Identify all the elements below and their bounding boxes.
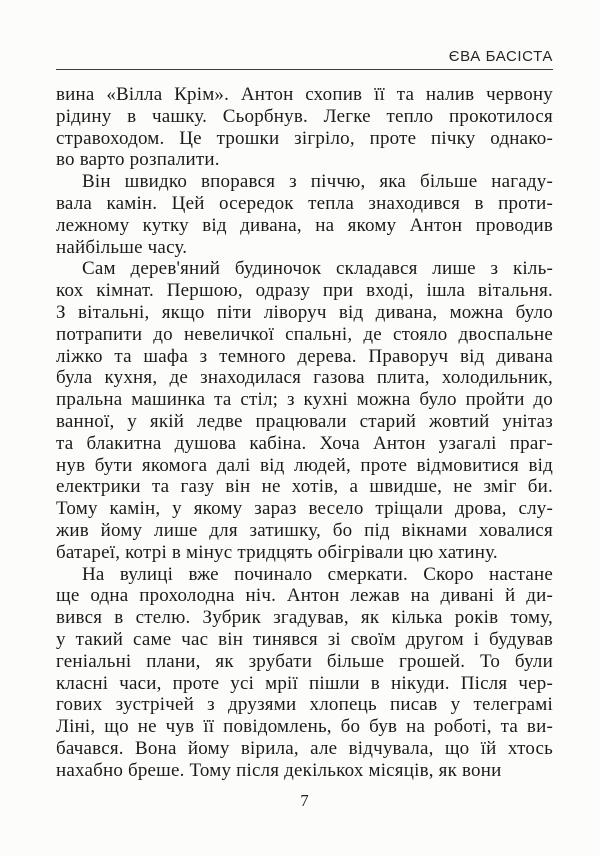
paragraph <box>56 564 553 782</box>
running-header-title: ЄВА БАСІСТА <box>448 48 553 65</box>
body-text <box>56 84 553 782</box>
text-line: ще одна прохолодна ніч. Антон лежав на дивані й ди- <box>56 585 553 607</box>
text-line: На вулиці вже починало смеркати. Скоро настане <box>82 563 553 585</box>
page-header <box>56 49 553 70</box>
text-line: вився в стелю. Зубрик згадував, як кілька років тому, <box>56 607 553 629</box>
text-line: Тому камін, у якому зараз весело тріщали дрова, слу- <box>56 498 553 520</box>
text-line: лежному кутку від дивана, на якому Антон проводив <box>56 214 553 236</box>
text-line: була кухня, де знаходилася газова плита, холодильник, <box>56 367 553 389</box>
text-line: батареї, котрі в мінус тридцять обігрівали цю хатину. <box>56 541 498 563</box>
text-line: бачався. Вона йому вірила, але відчувала, що їй хтось <box>56 737 553 759</box>
text-line: Він швидко впорався з піччю, яка більше нагаду- <box>82 171 553 193</box>
page-footer <box>56 791 553 811</box>
text-line: рідину в чашку. Сьорбнув. Легке тепло прокотилося <box>56 105 553 127</box>
text-line: та блакитна душова кабіна. Хоча Антон узагалі праг- <box>56 432 553 454</box>
text-line: у такий саме час він тинявся зі своїм другом і будував <box>56 628 553 650</box>
text-line: вина «Вілла Крім». Антон схопив її та налив червону <box>56 84 553 105</box>
text-line: вала камін. Цей осередок тепла знаходився в проти- <box>56 192 553 214</box>
text-line: ванної, у якій ледве працювали старий жовтий унітаз <box>56 410 553 432</box>
text-line: Ліні, що не чув її повідомлень, бо був на роботі, та ви- <box>56 716 553 738</box>
paragraph <box>56 171 553 258</box>
text-line: пральна машинка та стіл; з кухні можна було пройти до <box>56 389 553 411</box>
text-line: найбільше часу. <box>56 236 188 258</box>
page-number: 7 <box>300 790 309 810</box>
text-line: гових зустрічей з друзями хлопець писав у телеграмі <box>56 694 553 716</box>
text-line: жив йому лише для затишку, бо під вікнами ховалися <box>56 519 553 541</box>
text-line: ліжко та шафа з темного дерева. Праворуч від дивана <box>56 345 553 367</box>
text-line: во варто розпалити. <box>56 149 220 171</box>
text-line: електрики та газу він не хотів, а швидше, не зміг би. <box>56 476 553 498</box>
text-line: класні часи, проте усі мрії пішли в нікуди. Після чер- <box>56 672 553 694</box>
text-line: нахабно бреше. Тому після декількох місяців, як вони <box>56 759 502 781</box>
paragraph <box>56 258 553 563</box>
paragraph <box>56 84 553 171</box>
text-line: геніальні плани, як зрубати більше грошей. То були <box>56 650 553 672</box>
text-line: потрапити до невеличкої спальні, де стояло двоспальне <box>56 323 553 345</box>
text-line: Сам дерев'яний будиночок складався лише з кіль- <box>82 258 553 280</box>
text-line: стравоходом. Це трошки зігріло, проте пічку однако- <box>56 127 553 149</box>
header-rule <box>56 69 553 70</box>
text-line: З вітальні, якщо піти ліворуч від дивана, можна було <box>56 301 553 323</box>
text-line: кох кімнат. Першою, одразу при вході, ішла вітальня. <box>56 280 553 302</box>
text-line: нув бути якомога далі від людей, проте відмовитися від <box>56 454 553 476</box>
